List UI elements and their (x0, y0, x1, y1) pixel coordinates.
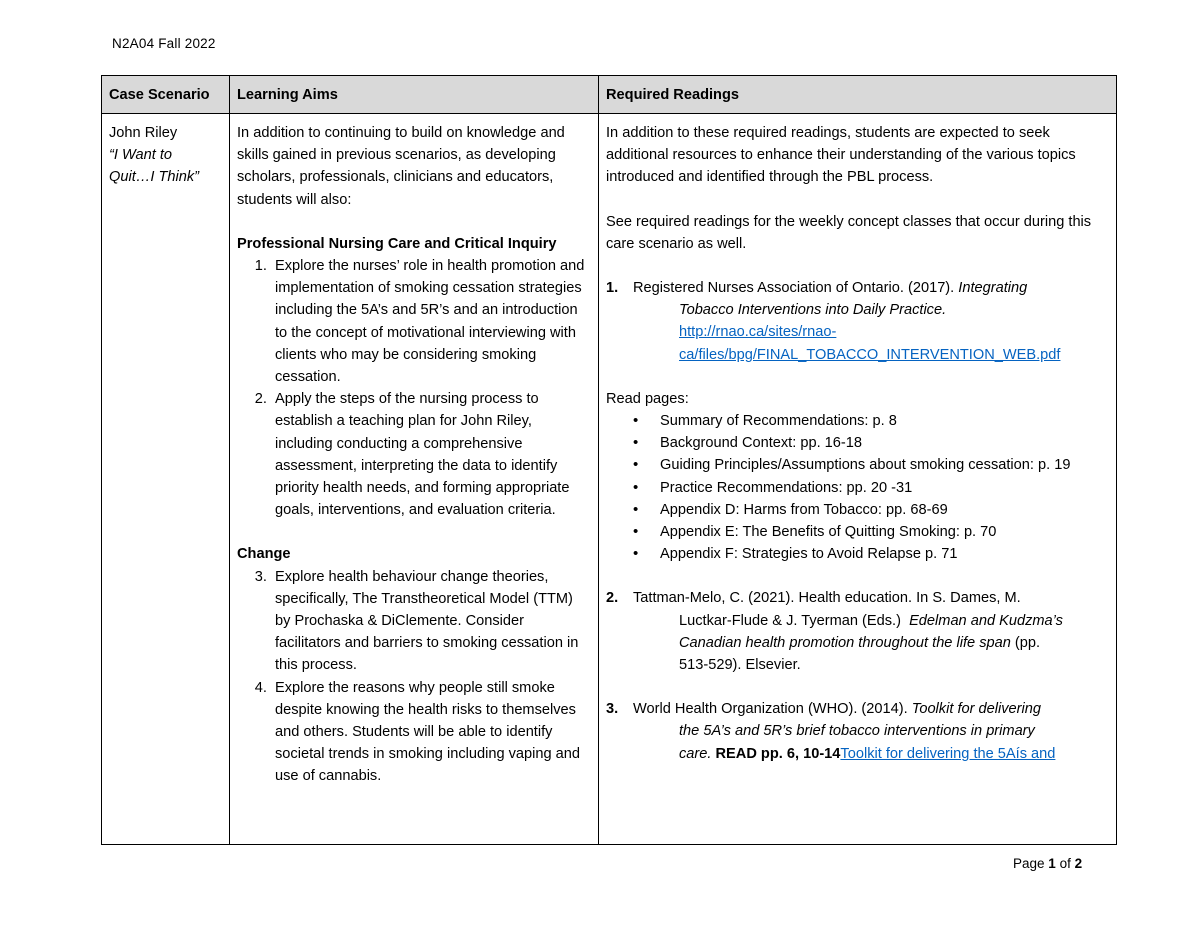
ref3-authors: World Health Organization (WHO). (2014). (633, 701, 908, 718)
list-item: • Background Context: pp. 16-18 (660, 432, 1109, 454)
current-page: 1 (1048, 856, 1056, 871)
rnao-link-part1[interactable]: http://rnao.ca/sites/rnao- (679, 324, 837, 341)
table-row (102, 114, 1117, 845)
header-required-readings: Required Readings (599, 76, 1117, 114)
list-item: 3. Explore health behaviour change theories, specifically, The Transtheoretical Model (TTM) by Prochaska & DiClemente. Consider facilitators and barriers to smoking cessation in this process. (271, 566, 591, 677)
concept-note: See required readings for the weekly concept classes that occur during this care scenario as well. (606, 213, 1092, 252)
total-pages: 2 (1074, 856, 1083, 871)
section1-list (237, 255, 591, 521)
section2-list (237, 566, 591, 788)
scenario-title-line1: “I Want to (109, 147, 172, 164)
ref1-title-b: Tobacco Interventions into Daily Practice. (679, 302, 947, 319)
header-case-scenario: Case Scenario (102, 76, 230, 114)
list-item: • Guiding Principles/Assumptions about smoking cessation: p. 19 (660, 454, 1109, 476)
list-item: • Practice Recommendations: pp. 20 -31 (660, 477, 1109, 499)
list-item: • Appendix F: Strategies to Avoid Relapse p. 71 (660, 543, 1109, 565)
readings-intro: In addition to these required readings, students are expected to seek additional resources to enhance their understanding of the various topics introduced and identified through the PBL process. (606, 125, 1076, 186)
ref3-title-c: care. (679, 745, 712, 762)
scenario-title-line2: Quit…I Think” (109, 169, 200, 186)
ref1-title-a: Integrating (958, 280, 1028, 297)
reference-number: 3. (606, 701, 619, 718)
learning-aims-cell (230, 114, 599, 845)
page-label: Page (1013, 856, 1045, 871)
ref1-authors: Registered Nurses Association of Ontario. (2017). (633, 280, 955, 297)
ref2-editors: Luctkar-Flude & J. Tyerman (Eds.) (679, 612, 901, 629)
header-learning-aims: Learning Aims (230, 76, 599, 114)
reference-3 (606, 698, 1109, 765)
ref2-book-title-b: Canadian health promotion throughout the life span (679, 634, 1011, 651)
ref3-title-b: the 5A’s and 5R’s brief tobacco interventions in primary (679, 723, 1035, 740)
list-item: 2. Apply the steps of the nursing process to establish a teaching plan for John Riley, including conducting a comprehensive assessment, interpreting the data to identify priority health needs, and forming appropriate goals, interventions, and evaluation criteria. (271, 388, 591, 521)
scenario-name: John Riley (109, 125, 178, 141)
reference-number: 2. (606, 590, 619, 607)
rnao-link-part2[interactable]: ca/files/bpg/FINAL_TOBACCO_INTERVENTION_WEB.pdf (679, 346, 1061, 363)
list-item: • Summary of Recommendations: p. 8 (660, 410, 1109, 432)
aims-intro: In addition to continuing to build on knowledge and skills gained in previous scenarios, as developing scholars, professionals, clinicians and educators, students will also: (237, 125, 565, 208)
list-item: • Appendix E: The Benefits of Quitting Smoking: p. 70 (660, 521, 1109, 543)
ref2-book-title-a: Edelman and Kudzma’s (909, 612, 1063, 629)
table-header-row (102, 76, 1117, 114)
list-item: • Appendix D: Harms from Tobacco: pp. 68-69 (660, 499, 1109, 521)
case-scenario-cell (102, 114, 230, 845)
who-toolkit-link[interactable]: Toolkit for delivering the 5Aís and (840, 745, 1056, 762)
ref2-line1: Tattman-Melo, C. (2021). Health education. In S. Dames, M. (633, 590, 1021, 607)
ref2-pages-a: (pp. (1014, 634, 1041, 651)
case-scenario-table (101, 75, 1117, 845)
page-number (1013, 856, 1082, 871)
required-readings-cell (599, 114, 1117, 845)
page-of-label: of (1059, 856, 1071, 871)
section-title-professional-nursing: Professional Nursing Care and Critical Inquiry (237, 235, 557, 252)
reference-1 (606, 277, 1109, 366)
reference-2 (606, 587, 1109, 676)
section-title-change: Change (237, 546, 291, 563)
document-header: N2A04 Fall 2022 (112, 36, 216, 51)
ref2-pages-b: 513-529). Elsevier. (679, 657, 801, 674)
read-pages-list (606, 410, 1109, 565)
list-item: 1. Explore the nurses’ role in health promotion and implementation of smoking cessation strategies including the 5A’s and 5R’s and an introduction to the concept of motivational interviewing with clients who may be considering smoking cessation. (271, 255, 591, 388)
ref3-read-pages: READ pp. 6, 10-14 (715, 745, 841, 762)
list-item: 4. Explore the reasons why people still smoke despite knowing the health risks to themselves and others. Students will be able to identify societal trends in smoking including vaping and use of cannabis. (271, 677, 591, 788)
read-pages-label: Read pages: (606, 390, 689, 407)
ref3-title-a: Toolkit for delivering (911, 701, 1041, 718)
reference-number: 1. (606, 280, 619, 297)
